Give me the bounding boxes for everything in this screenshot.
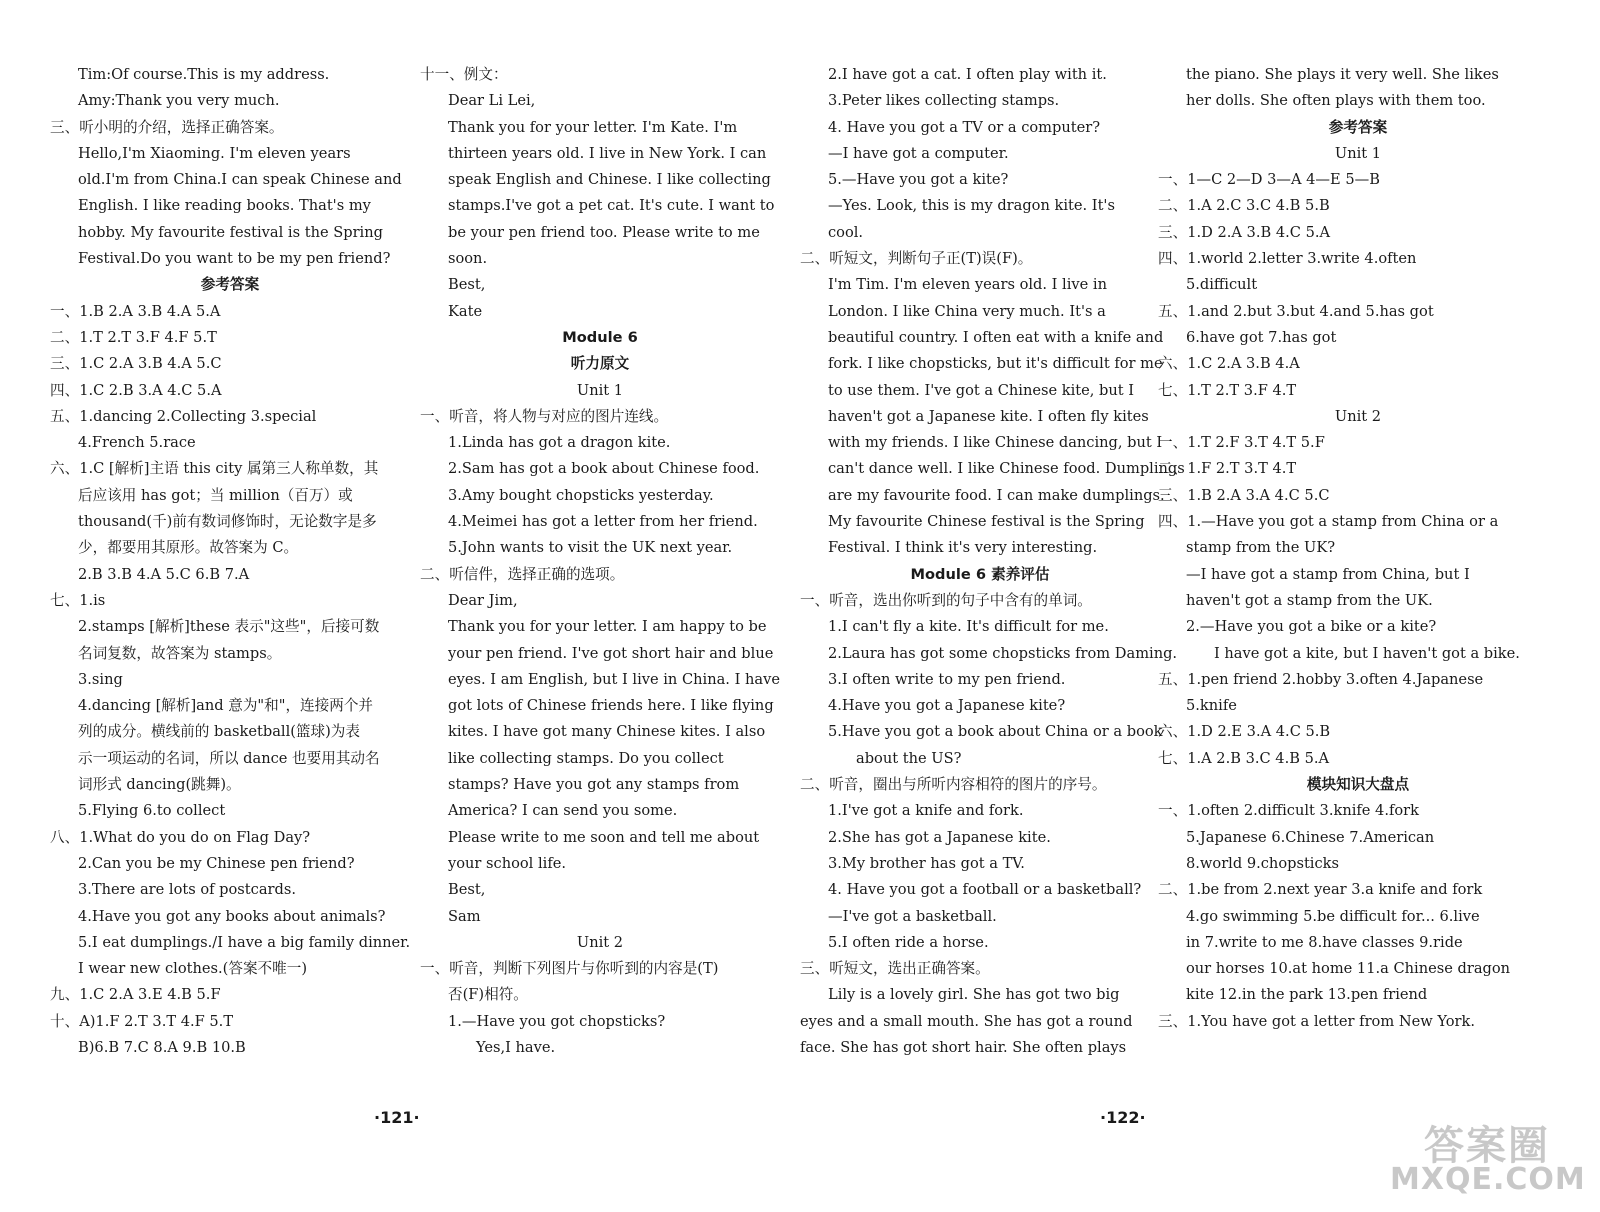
text-line: B)6.B 7.C 8.A 9.B 10.B	[78, 1038, 246, 1056]
text-line: 二、1.T 2.T 3.F 4.F 5.T	[50, 328, 217, 346]
watermark-line2: MXQE.COM	[1390, 1162, 1586, 1197]
text-line: London. I like China very much. It's a	[828, 302, 1106, 320]
text-line: My favourite Chinese festival is the Spring	[828, 513, 1145, 531]
text-line: 5.—Have you got a kite?	[828, 171, 1009, 189]
text-line: 七、1.T 2.T 3.F 4.T	[1158, 381, 1297, 399]
text-line: got lots of Chinese friends here. I like flying	[448, 697, 774, 715]
text-line: Sam	[448, 907, 481, 925]
text-line: Thank you for your letter. I'm Kate. I'm	[448, 118, 738, 136]
section-heading: Module 6 素养评估	[910, 565, 1050, 583]
section-heading: Unit 1	[576, 381, 624, 399]
text-line: 8.world 9.chopsticks	[1186, 854, 1339, 872]
text-line: 1.I can't fly a kite. It's difficult for me.	[828, 618, 1109, 636]
text-line: 3.Amy bought chopsticks yesterday.	[448, 486, 714, 504]
text-line: her dolls. She often plays with them too.	[1186, 92, 1486, 110]
text-line: 2.She has got a Japanese kite.	[828, 828, 1051, 846]
page-number-right: ·122·	[1100, 1108, 1146, 1127]
text-line: 三、1.C 2.A 3.B 4.A 5.C	[50, 355, 222, 373]
section-heading: Unit 2	[1334, 407, 1382, 425]
column-2	[420, 62, 780, 1061]
text-line: haven't got a stamp from the UK.	[1186, 591, 1433, 609]
text-line: 一、听音，判断下列图片与你听到的内容是(T)	[420, 960, 719, 978]
text-line: Festival.Do you want to be my pen friend?	[78, 250, 391, 268]
text-line: 十、A)1.F 2.T 3.T 4.F 5.T	[50, 1012, 234, 1030]
text-line: speak English and Chinese. I like collecting	[448, 171, 771, 189]
section-heading: 参考答案	[200, 276, 260, 294]
text-line: 八、1.What do you do on Flag Day?	[50, 828, 311, 846]
text-line: —I have got a stamp from China, but I	[1186, 565, 1470, 583]
text-line: —I have got a computer.	[828, 144, 1009, 162]
text-line: 5.knife	[1186, 697, 1237, 715]
text-line: 二、1.be from 2.next year 3.a knife and fork	[1158, 881, 1483, 899]
text-line: old.I'm from China.I can speak Chinese and	[78, 171, 402, 189]
text-line: 一、1.B 2.A 3.B 4.A 5.A	[50, 302, 221, 320]
text-line: 五、1.dancing 2.Collecting 3.special	[50, 407, 317, 425]
text-line: like collecting stamps. Do you collect	[448, 749, 724, 767]
text-line: —Yes. Look, this is my dragon kite. It's	[828, 197, 1115, 215]
text-line: 2.Laura has got some chopsticks from Daming.	[828, 644, 1178, 662]
text-line: 4.go swimming 5.be difficult for... 6.live	[1186, 907, 1480, 925]
text-line: 三、1.D 2.A 3.B 4.C 5.A	[1158, 223, 1331, 241]
text-line: 2.Can you be my Chinese pen friend?	[78, 854, 355, 872]
text-line: 词形式 dancing(跳舞)。	[78, 776, 241, 794]
text-line: 5.I often ride a horse.	[828, 933, 989, 951]
watermark-logo	[1390, 1114, 1586, 1202]
text-line: our horses 10.at home 11.a Chinese dragon	[1186, 960, 1511, 978]
text-line: stamps.I've got a pet cat. It's cute. I want to	[448, 197, 775, 215]
text-line: America? I can send you some.	[448, 802, 678, 820]
text-line: 一、1—C 2—D 3—A 4—E 5—B	[1158, 171, 1380, 189]
text-line: Yes,I have.	[476, 1038, 556, 1056]
text-line: with my friends. I like Chinese dancing, but I	[828, 434, 1163, 452]
text-line: 九、1.C 2.A 3.E 4.B 5.F	[50, 986, 221, 1004]
watermark-line1: 答案圈	[1424, 1123, 1550, 1169]
text-line: 4. Have you got a TV or a computer?	[828, 118, 1101, 136]
text-line: 6.have got 7.has got	[1186, 328, 1337, 346]
text-line: eyes and a small mouth. She has got a round	[800, 1012, 1133, 1030]
text-line: Amy:Thank you very much.	[78, 92, 280, 110]
text-line: 十一、例文：	[420, 66, 508, 83]
text-line: 少，都要用其原形。故答案为 C。	[78, 539, 299, 557]
text-line: 七、1.is	[50, 591, 106, 609]
text-line: 一、1.often 2.difficult 3.knife 4.fork	[1158, 802, 1419, 820]
text-line: Please write to me soon and tell me about	[448, 828, 760, 846]
text-line: 2.I have got a cat. I often play with it.	[828, 66, 1107, 83]
text-line: Hello,I'm Xiaoming. I'm eleven years	[78, 144, 351, 162]
text-line: 二、听信件，选择正确的选项。	[420, 565, 625, 583]
text-line: kite 12.in the park 13.pen friend	[1186, 986, 1428, 1004]
section-heading: 模块知识大盘点	[1306, 776, 1410, 794]
text-line: your pen friend. I've got short hair and blue	[448, 644, 774, 662]
text-line: 5.I eat dumplings./I have a big family dinner.	[78, 933, 411, 951]
text-line: 1.—Have you got chopsticks?	[448, 1012, 666, 1030]
text-line: 四、1.—Have you got a stamp from China or a	[1158, 513, 1499, 531]
text-line: 三、1.B 2.A 3.A 4.C 5.C	[1158, 486, 1330, 504]
text-line: I'm Tim. I'm eleven years old. I live in	[828, 276, 1107, 294]
text-line: Dear Jim,	[448, 591, 518, 609]
page-number-left: ·121·	[374, 1108, 420, 1127]
text-line: beautiful country. I often eat with a knife and	[828, 328, 1164, 346]
text-line: 三、听短文，选出正确答案。	[800, 960, 990, 978]
text-line: fork. I like chopsticks, but it's difficult for me	[828, 355, 1163, 373]
text-line: 六、1.C [解析]主语 this city 属第三人称单数，其	[50, 460, 379, 478]
text-line: hobby. My favourite festival is the Spring	[78, 223, 383, 241]
column-3	[800, 62, 1185, 1061]
text-line: 4.dancing [解析]and 意为"和"，连接两个并	[78, 697, 374, 715]
text-line: 3.There are lots of postcards.	[78, 881, 296, 899]
text-line: thousand(千)前有数词修饰时，无论数字是多	[78, 513, 377, 531]
text-line: 1.I've got a knife and fork.	[828, 802, 1024, 820]
text-line: face. She has got short hair. She often plays	[800, 1038, 1127, 1056]
text-line: 示一项运动的名词，所以 dance 也要用其动名	[78, 749, 380, 767]
text-line: stamp from the UK?	[1186, 539, 1336, 557]
text-line: 3.sing	[78, 670, 123, 688]
text-line: 2.B 3.B 4.A 5.C 6.B 7.A	[78, 565, 250, 583]
text-line: Best,	[448, 881, 486, 899]
text-line: be your pen friend too. Please write to me	[448, 223, 760, 241]
text-line: 3.I often write to my pen friend.	[828, 670, 1066, 688]
text-line: 3.Peter likes collecting stamps.	[828, 92, 1060, 110]
text-line: 五、1.pen friend 2.hobby 3.often 4.Japanese	[1158, 670, 1484, 688]
text-line: to use them. I've got a Chinese kite, but I	[828, 381, 1135, 399]
text-line: 1.Linda has got a dragon kite.	[448, 434, 671, 452]
text-line: the piano. She plays it very well. She likes	[1186, 66, 1499, 83]
section-heading: Unit 1	[1334, 144, 1382, 162]
text-line: haven't got a Japanese kite. I often fly kites	[828, 407, 1149, 425]
text-line: can't dance well. I like Chinese food. Dumplings	[828, 460, 1185, 478]
text-line: Tim:Of course.This is my address.	[78, 66, 330, 83]
text-line: Dear Li Lei,	[448, 92, 536, 110]
text-line: in 7.write to me 8.have classes 9.ride	[1186, 933, 1463, 951]
text-line: cool.	[828, 223, 864, 241]
text-line: soon.	[448, 250, 488, 268]
text-line: 5.Flying 6.to collect	[78, 802, 226, 820]
text-line: 2.stamps [解析]these 表示"这些"，后接可数	[78, 618, 380, 636]
text-line: 二、听短文，判断句子正(T)误(F)。	[800, 250, 1033, 268]
text-line: 六、1.C 2.A 3.B 4.A	[1158, 355, 1300, 373]
column-4	[1158, 62, 1558, 1035]
text-line: 5.Have you got a book about China or a book	[828, 723, 1163, 741]
text-line: 5.difficult	[1186, 276, 1258, 294]
text-line: Best,	[448, 276, 486, 294]
text-line: Kate	[448, 302, 483, 320]
text-line: 二、听音，圈出与所听内容相符的图片的序号。	[800, 776, 1107, 794]
text-line: I have got a kite, but I haven't got a bike.	[1214, 644, 1520, 662]
text-line: 三、1.You have got a letter from New York.	[1158, 1012, 1475, 1030]
section-heading: Unit 2	[576, 933, 624, 951]
text-line: 5.John wants to visit the UK next year.	[448, 539, 733, 557]
text-line: 否(F)相符。	[448, 986, 528, 1004]
text-line: Thank you for your letter. I am happy to be	[448, 618, 767, 636]
text-line: Lily is a lovely girl. She has got two big	[828, 986, 1120, 1004]
text-line: your school life.	[448, 854, 566, 872]
text-line: stamps? Have you got any stamps from	[448, 776, 740, 794]
text-line: 4.French 5.race	[78, 434, 196, 452]
text-line: 三、听小明的介绍，选择正确答案。	[50, 118, 284, 136]
text-line: 2.—Have you got a bike or a kite?	[1186, 618, 1437, 636]
text-line: 六、1.D 2.E 3.A 4.C 5.B	[1158, 723, 1331, 741]
text-line: 一、听音，选出你听到的句子中含有的单词。	[800, 591, 1092, 609]
text-line: 4.Have you got a Japanese kite?	[828, 697, 1066, 715]
text-line: I wear new clothes.(答案不唯一)	[78, 960, 308, 978]
text-line: kites. I have got many Chinese kites. I also	[448, 723, 766, 741]
text-line: 2.Sam has got a book about Chinese food.	[448, 460, 760, 478]
text-line: 后应该用 has got；当 million（百万）或	[78, 486, 353, 504]
text-line: thirteen years old. I live in New York. I can	[448, 144, 767, 162]
text-line: about the US?	[856, 749, 962, 767]
column-1	[50, 62, 410, 1061]
text-line: 二、1.F 2.T 3.T 4.T	[1158, 460, 1297, 478]
text-line: 3.My brother has got a TV.	[828, 854, 1025, 872]
text-line: eyes. I am English, but I live in China. I have	[448, 670, 780, 688]
section-heading: 参考答案	[1328, 118, 1388, 136]
text-line: 列的成分。横线前的 basketball(篮球)为表	[78, 723, 360, 741]
text-line: 4.Have you got any books about animals?	[78, 907, 386, 925]
text-line: 4. Have you got a football or a basketball?	[828, 881, 1142, 899]
text-line: —I've got a basketball.	[828, 907, 997, 925]
text-line: are my favourite food. I can make dumplings.	[828, 486, 1165, 504]
text-line: 4.Meimei has got a letter from her friend.	[448, 513, 758, 531]
text-line: 五、1.and 2.but 3.but 4.and 5.has got	[1158, 302, 1434, 320]
text-line: English. I like reading books. That's my	[78, 197, 371, 215]
text-line: 四、1.world 2.letter 3.write 4.often	[1158, 250, 1417, 268]
section-heading: Module 6	[562, 328, 638, 346]
text-line: Festival. I think it's very interesting.	[828, 539, 1098, 557]
text-line: 七、1.A 2.B 3.C 4.B 5.A	[1158, 749, 1330, 767]
section-heading: 听力原文	[570, 355, 630, 373]
text-line: 名词复数，故答案为 stamps。	[78, 644, 282, 662]
text-line: 二、1.A 2.C 3.C 4.B 5.B	[1158, 197, 1330, 215]
text-line: 四、1.C 2.B 3.A 4.C 5.A	[50, 381, 222, 399]
text-line: 一、1.T 2.F 3.T 4.T 5.F	[1158, 434, 1325, 452]
text-line: 5.Japanese 6.Chinese 7.American	[1186, 828, 1435, 846]
text-line: 一、听音，将人物与对应的图片连线。	[420, 407, 669, 425]
